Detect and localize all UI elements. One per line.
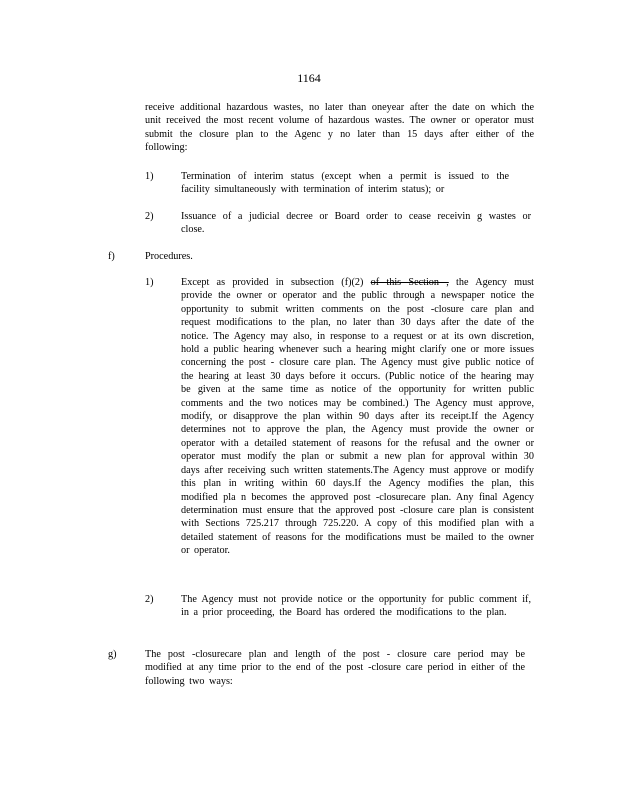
- f-heading: Procedures.: [145, 251, 193, 262]
- f2-text: The Agency must not provide notice or the opportunity for public comment if, in a prior proceeding, the Board has ordered the modifications to the plan.: [181, 594, 531, 619]
- f1-struck-text: of this Section ,: [370, 277, 449, 288]
- e2-text: Issuance of a judicial decree or Board order to cease receivin g wastes or close.: [181, 211, 531, 236]
- f-label: f): [108, 251, 115, 262]
- f1-label: 1): [145, 277, 154, 288]
- f2-label: 2): [145, 594, 154, 605]
- page-number: 1164: [297, 71, 321, 85]
- f1-text: [181, 276, 534, 558]
- f1-text-pre: Except as provided in subsection (f)(2): [181, 277, 371, 288]
- intro-paragraph: receive additional hazardous wastes, no later than oneyear after the date on which the unit received the most recent volume of hazardous wastes. The owner or operator must submit the closure plan to the Agenc y no later than 15 days after either of the following:: [145, 102, 534, 154]
- e1-text: Termination of interim status (except when a permit is issued to the facility simultaneously with termination of interim status); or: [181, 171, 509, 196]
- f1-text-post: the Agency must provide the owner or operator and the public through a newspaper notice the opportunity to submit written comments on the post -closure care plan and request modifications to the plan, no later than 30 days after the date of the notice. The Agency may also, in response to a request or at its own discretion, hold a public hearing whenever such a hearing might clarify one or more issues concerning the post - closure care plan. The Agency must give public notice of the hearing at least 30 days before it occurs. (Public notice of the hearing may be given at the same time as notice of the opportunity for written public comments and the two notices may be combined.) The Agency must approve, modify, or disapprove the plan within 90 days after its receipt.If the Agency determines not to approve the plan, the Agency must provide the owner or operator with a detailed statement of reasons for the refusal and the owner or operator must modify the plan or submit a new plan for approval within 30 days after receiving such written statements.The Agency must approve or modify this plan in writing within 60 days.If the Agency modifies the plan, this modified pla n becomes the approved post -closurecare plan. Any final Agency determination must ensure that the approved post -closure care plan is consistent with Sections 725.217 through 725.220. A copy of this modified plan with a detailed statement of reasons for the modifications must be mailed to the owner or operator.: [181, 277, 534, 557]
- e2-label: 2): [145, 211, 154, 222]
- e1-label: 1): [145, 171, 154, 182]
- g-text: The post -closurecare plan and length of the post - closure care period may be modified at any time prior to the end of the post -closure care period in either of the following two ways:: [145, 649, 525, 687]
- g-label: g): [108, 649, 117, 660]
